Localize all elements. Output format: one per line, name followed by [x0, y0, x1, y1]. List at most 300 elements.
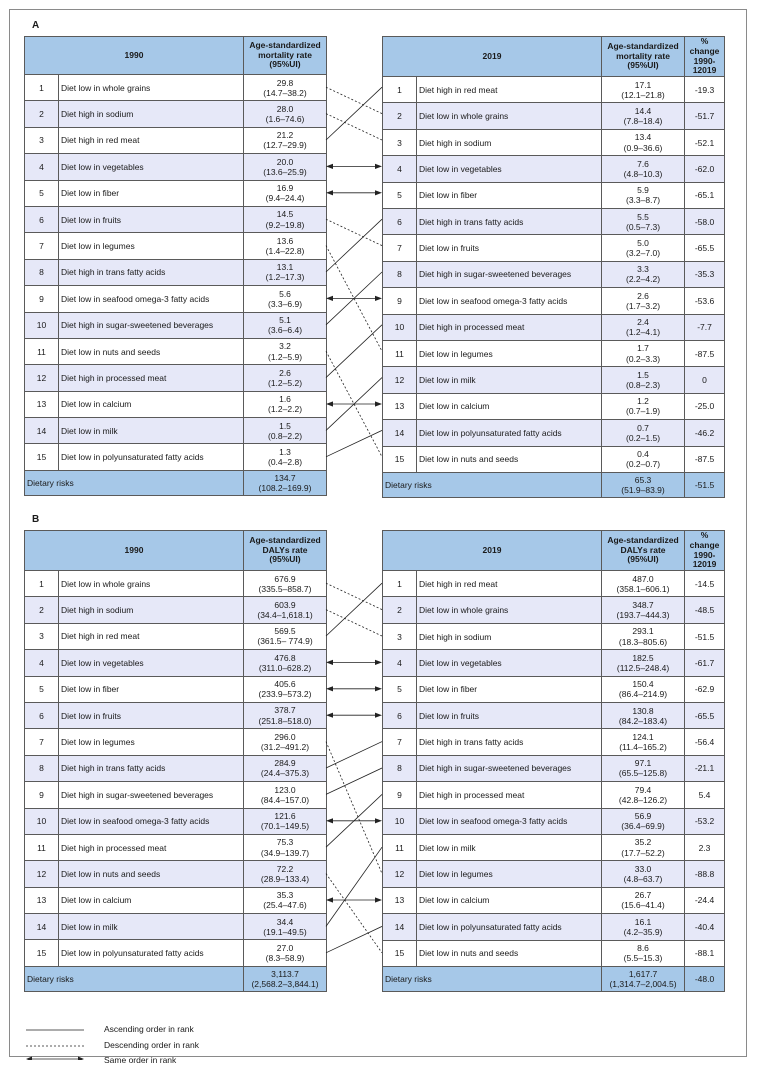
- rate-cell: [244, 391, 327, 417]
- table-row: [25, 623, 327, 649]
- rate-uncertainty-interval: (19.1–49.5): [263, 926, 307, 937]
- rate-uncertainty-interval: (1.2–2.2): [268, 404, 303, 415]
- risk-factor-cell: Diet high in red meat: [417, 77, 602, 103]
- rank-cell: 6: [25, 206, 59, 232]
- rate-value: 182.5: [632, 652, 654, 663]
- rank-cell: 12: [25, 861, 59, 887]
- rate-value: 1.5: [279, 420, 291, 431]
- rank-cell: 13: [25, 391, 59, 417]
- table-row: [25, 233, 327, 259]
- connector-arrowhead-right: [375, 686, 382, 691]
- rank-connector-lines: [326, 530, 382, 966]
- total-row: [25, 966, 327, 991]
- rate-uncertainty-interval: (1.2–5.2): [268, 377, 303, 388]
- connector-ascending-15-to-14: [326, 926, 382, 952]
- connector-arrowhead-left: [326, 818, 333, 823]
- table-row: [25, 571, 327, 597]
- table-row: [383, 235, 725, 261]
- rate-uncertainty-interval: (0.4–2.8): [268, 457, 303, 468]
- connector-ascending-15-to-14: [326, 430, 382, 456]
- rate-cell: [602, 129, 685, 155]
- risk-factor-cell: Diet low in legumes: [417, 340, 602, 366]
- table-row: [25, 154, 327, 180]
- risk-factor-cell: Diet low in nuts and seeds: [417, 446, 602, 472]
- connector-ascending-3-to-1: [326, 87, 382, 140]
- rank-cell: 15: [25, 444, 59, 470]
- rank-cell: 5: [25, 676, 59, 702]
- rate-value: 72.2: [276, 863, 294, 874]
- table-row: [25, 861, 327, 887]
- risk-factor-cell: Diet low in seafood omega-3 fatty acids: [417, 288, 602, 314]
- rank-cell: 7: [25, 233, 59, 259]
- rate-value: 296.0: [274, 731, 296, 742]
- rate-value: 1.2: [637, 396, 649, 407]
- percent-change-cell: 5.4: [685, 782, 725, 808]
- rate-uncertainty-interval: (1.2–5.9): [268, 351, 303, 362]
- table-row: [25, 365, 327, 391]
- rank-cell: 6: [383, 209, 417, 235]
- rank-cell: 9: [25, 782, 59, 808]
- ranking-table-right-0: [382, 36, 725, 498]
- rate-value: 13.1: [276, 262, 294, 273]
- ranking-table-left-1: [24, 530, 327, 992]
- rate-uncertainty-interval: (0.8–2.2): [268, 430, 303, 441]
- rate-value: 56.9: [634, 811, 652, 822]
- legend-label-descending: Descending order in rank: [104, 1040, 199, 1050]
- percent-change-cell: -87.5: [685, 340, 725, 366]
- rate-cell: [244, 623, 327, 649]
- rate-cell: [244, 206, 327, 232]
- rate-cell: [244, 702, 327, 728]
- connector-line: [326, 430, 382, 456]
- connector-line: [326, 325, 382, 378]
- percent-change-cell: -61.7: [685, 650, 725, 676]
- rate-value: 27.0: [276, 942, 294, 953]
- rate-uncertainty-interval: (4.8–63.7): [623, 874, 663, 885]
- rate-cell: [244, 597, 327, 623]
- rate-value: 5.9: [637, 185, 649, 196]
- rank-cell: 12: [383, 367, 417, 393]
- rate-value: 5.6: [279, 288, 291, 299]
- risk-factor-cell: Diet high in sodium: [417, 129, 602, 155]
- risk-factor-cell: Diet high in processed meat: [59, 365, 244, 391]
- percent-change-cell: -62.0: [685, 156, 725, 182]
- rate-value: 5.5: [637, 211, 649, 222]
- rate-uncertainty-interval: (0.5–7.3): [626, 221, 661, 232]
- percent-change-cell: -53.6: [685, 288, 725, 314]
- rate-value: 34.4: [276, 916, 294, 927]
- connector-arrowhead-left: [326, 686, 333, 691]
- rate-value: 14.4: [634, 105, 652, 116]
- rate-uncertainty-interval: (1.2–17.3): [265, 272, 305, 283]
- rate-value: 0.7: [637, 422, 649, 433]
- percent-change-cell: -24.4: [685, 887, 725, 913]
- total-rate-cell: [602, 472, 685, 497]
- total-rate-cell: [244, 966, 327, 991]
- rate-uncertainty-interval: (0.2–3.3): [626, 353, 661, 364]
- risk-factor-cell: Diet high in sugar-sweetened beverages: [417, 261, 602, 287]
- connector-line: [326, 768, 382, 794]
- rate-uncertainty-interval: (25.4–47.6): [263, 900, 307, 911]
- table-row: [25, 206, 327, 232]
- connector-arrowhead-right: [375, 660, 382, 665]
- rank-cell: 1: [383, 571, 417, 597]
- table-row: [383, 571, 725, 597]
- risk-factor-cell: Diet high in sodium: [59, 597, 244, 623]
- rate-value: 124.1: [632, 731, 654, 742]
- risk-factor-cell: Diet high in trans fatty acids: [417, 209, 602, 235]
- rank-cell: 4: [25, 650, 59, 676]
- connector-line: [326, 874, 382, 953]
- rate-value: 13.6: [276, 235, 294, 246]
- panel-label: A: [32, 20, 40, 31]
- rate-value: 150.4: [632, 679, 654, 690]
- rate-uncertainty-interval: (36.4–69.9): [621, 821, 665, 832]
- rate-uncertainty-interval: (233.9–573.2): [258, 689, 312, 700]
- rate-cell: [244, 101, 327, 127]
- rate-uncertainty-interval: (12.1–21.8): [621, 89, 665, 100]
- risk-factor-cell: Diet low in vegetables: [59, 154, 244, 180]
- rank-cell: 2: [25, 597, 59, 623]
- rate-cell: [602, 940, 685, 966]
- connector-arrowhead-left: [326, 190, 333, 195]
- rate-cell: [602, 314, 685, 340]
- rate-cell: [244, 940, 327, 966]
- rank-cell: 10: [383, 314, 417, 340]
- rate-uncertainty-interval: (3.3–8.7): [626, 195, 661, 206]
- rate-value: 13.4: [634, 132, 652, 143]
- rate-value: 8.6: [637, 943, 649, 954]
- rate-cell: [244, 154, 327, 180]
- table-row: [25, 312, 327, 338]
- rate-value: 569.5: [274, 626, 296, 637]
- total-rate-uncertainty-interval: (1,314.7–2,004.5): [609, 978, 677, 989]
- rate-cell: [602, 887, 685, 913]
- connector-ascending-8-to-7: [326, 742, 382, 768]
- rate-cell: [602, 914, 685, 940]
- rate-value: 476.8: [274, 652, 296, 663]
- rate-value: 33.0: [634, 863, 652, 874]
- rate-uncertainty-interval: (84.2–183.4): [618, 715, 668, 726]
- rate-value: 405.6: [274, 679, 296, 690]
- total-row: [383, 966, 725, 991]
- legend-line-samples: [24, 1026, 104, 1060]
- risk-factor-cell: Diet low in fiber: [417, 676, 602, 702]
- risk-factor-cell: Diet high in sugar-sweetened beverages: [417, 755, 602, 781]
- rate-uncertainty-interval: (42.8–126.2): [618, 794, 668, 805]
- table-header-row: [25, 37, 327, 75]
- connector-line: [326, 219, 382, 272]
- rank-cell: 4: [25, 154, 59, 180]
- table-row: [25, 127, 327, 153]
- rate-cell: [602, 676, 685, 702]
- rank-cell: 11: [383, 834, 417, 860]
- rate-value: 21.2: [276, 130, 294, 141]
- connector-line: [326, 87, 382, 113]
- percent-change-cell: -52.1: [685, 129, 725, 155]
- rate-uncertainty-interval: (18.3–805.6): [618, 636, 668, 647]
- rate-cell: [244, 887, 327, 913]
- connector-same-6-to-6: [326, 713, 382, 718]
- risk-factor-cell: Diet low in fruits: [417, 235, 602, 261]
- rate-value: 2.4: [637, 317, 649, 328]
- risk-factor-cell: Diet high in sugar-sweetened beverages: [59, 312, 244, 338]
- rate-uncertainty-interval: (358.1–606.1): [616, 583, 670, 594]
- rate-cell: [602, 367, 685, 393]
- rank-cell: 5: [383, 182, 417, 208]
- rate-cell: [244, 650, 327, 676]
- total-row: [25, 470, 327, 495]
- rate-value: 20.0: [276, 156, 294, 167]
- risk-factor-cell: Diet low in legumes: [59, 233, 244, 259]
- rank-cell: 2: [383, 597, 417, 623]
- risk-factor-cell: Diet low in fiber: [59, 676, 244, 702]
- rate-value: 1.3: [279, 446, 291, 457]
- rank-cell: 4: [383, 156, 417, 182]
- risk-factor-cell: Diet low in calcium: [59, 391, 244, 417]
- rank-cell: 11: [25, 834, 59, 860]
- rate-cell: [244, 75, 327, 101]
- metric-header: Age-standardized mortality rate (95%UI): [602, 37, 685, 77]
- table-row: [25, 914, 327, 940]
- rate-uncertainty-interval: (31.2–491.2): [260, 742, 310, 753]
- percent-change-cell: 2.3: [685, 834, 725, 860]
- table-row: [383, 676, 725, 702]
- connector-arrowhead-right: [375, 296, 382, 301]
- rate-uncertainty-interval: (112.5–248.4): [616, 662, 670, 673]
- rank-cell: 8: [383, 755, 417, 781]
- rate-uncertainty-interval: (3.6–6.4): [268, 325, 303, 336]
- connector-arrowhead-left: [326, 660, 333, 665]
- risk-factor-cell: Diet low in fiber: [59, 180, 244, 206]
- risk-factor-cell: Diet low in fruits: [59, 702, 244, 728]
- total-rate-value: 134.7: [274, 472, 296, 483]
- rank-cell: 13: [25, 887, 59, 913]
- table-row: [25, 782, 327, 808]
- ranking-table-left-0: [24, 36, 327, 496]
- connector-line: [326, 847, 382, 926]
- rate-uncertainty-interval: (5.5–15.3): [623, 953, 663, 964]
- table-row: [383, 914, 725, 940]
- rate-value: 75.3: [276, 837, 294, 848]
- rate-value: 28.0: [276, 103, 294, 114]
- connector-line: [326, 583, 382, 609]
- percent-change-cell: -58.0: [685, 209, 725, 235]
- connector-descending-1-to-2: [326, 583, 382, 609]
- rate-value: 3.3: [637, 264, 649, 275]
- table-row: [383, 420, 725, 446]
- rate-uncertainty-interval: (4.2–35.9): [623, 926, 663, 937]
- rank-cell: 4: [383, 650, 417, 676]
- rank-cell: 1: [25, 571, 59, 597]
- table-row: [383, 597, 725, 623]
- rate-uncertainty-interval: (0.9–36.6): [623, 142, 663, 153]
- percent-change-cell: -65.5: [685, 235, 725, 261]
- connector-line: [326, 926, 382, 952]
- rate-value: 2.6: [637, 290, 649, 301]
- rank-cell: 10: [383, 808, 417, 834]
- rate-uncertainty-interval: (0.7–1.9): [626, 406, 661, 417]
- rank-cell: 6: [25, 702, 59, 728]
- rate-cell: [244, 180, 327, 206]
- table-row: [25, 940, 327, 966]
- risk-factor-cell: Diet low in vegetables: [417, 156, 602, 182]
- rate-cell: [602, 808, 685, 834]
- rate-uncertainty-interval: (86.4–214.9): [618, 689, 668, 700]
- percent-change-cell: -65.1: [685, 182, 725, 208]
- table-row: [25, 418, 327, 444]
- table-row: [25, 75, 327, 101]
- rate-uncertainty-interval: (3.3–6.9): [268, 298, 303, 309]
- rank-cell: 10: [25, 312, 59, 338]
- rate-cell: [602, 571, 685, 597]
- ranking-table-right-1: [382, 530, 725, 992]
- rate-cell: [244, 286, 327, 312]
- total-label: Dietary risks: [383, 966, 602, 991]
- risk-factor-cell: Diet high in processed meat: [59, 834, 244, 860]
- rate-uncertainty-interval: (1.4–22.8): [265, 246, 305, 257]
- rate-value: 26.7: [634, 890, 652, 901]
- rank-cell: 15: [383, 940, 417, 966]
- risk-factor-cell: Diet low in milk: [59, 418, 244, 444]
- rate-cell: [602, 782, 685, 808]
- table-row: [383, 755, 725, 781]
- risk-factor-cell: Diet low in seafood omega-3 fatty acids: [59, 808, 244, 834]
- table-row: [383, 103, 725, 129]
- rank-cell: 13: [383, 887, 417, 913]
- total-rate-uncertainty-interval: (2,568.2–3,844.1): [251, 978, 319, 989]
- rate-uncertainty-interval: (34.9–139.7): [260, 847, 310, 858]
- connector-line: [326, 610, 382, 636]
- rate-value: 378.7: [274, 705, 296, 716]
- connector-arrowhead-left: [326, 713, 333, 718]
- year-header: 2019: [383, 37, 602, 77]
- table-row: [383, 782, 725, 808]
- connector-descending-6-to-7: [326, 219, 382, 245]
- rate-cell: [244, 127, 327, 153]
- percent-change-cell: -51.7: [685, 103, 725, 129]
- risk-factor-cell: Diet low in polyunsaturated fatty acids: [417, 420, 602, 446]
- table-row: [25, 101, 327, 127]
- risk-factor-cell: Diet low in nuts and seeds: [59, 338, 244, 364]
- table-row: [25, 391, 327, 417]
- rate-uncertainty-interval: (7.8–18.4): [623, 116, 663, 127]
- table-row: [25, 676, 327, 702]
- rate-value: 35.2: [634, 837, 652, 848]
- rate-uncertainty-interval: (34.4–1,618.1): [257, 610, 313, 621]
- legend-arrowhead-left: [26, 1057, 32, 1061]
- connector-same-4-to-4: [326, 660, 382, 665]
- rate-cell: [244, 233, 327, 259]
- legend-label-same: Same order in rank: [104, 1055, 177, 1065]
- percent-change-cell: -40.4: [685, 914, 725, 940]
- rank-cell: 3: [25, 623, 59, 649]
- risk-factor-cell: Diet low in calcium: [417, 887, 602, 913]
- risk-factor-cell: Diet low in vegetables: [417, 650, 602, 676]
- rate-uncertainty-interval: (0.8–2.3): [626, 380, 661, 391]
- risk-factor-cell: Diet low in polyunsaturated fatty acids: [59, 940, 244, 966]
- risk-factor-cell: Diet low in fruits: [59, 206, 244, 232]
- connector-same-13-to-13: [326, 897, 382, 902]
- rank-cell: 3: [383, 623, 417, 649]
- panel-label: B: [32, 514, 40, 525]
- rate-value: 29.8: [276, 77, 294, 88]
- rate-cell: [244, 861, 327, 887]
- rank-cell: 14: [383, 914, 417, 940]
- legend-label-ascending: Ascending order in rank: [104, 1024, 194, 1034]
- connector-descending-2-to-3: [326, 114, 382, 140]
- total-percent-change: -48.0: [685, 966, 725, 991]
- risk-factor-cell: Diet low in whole grains: [417, 103, 602, 129]
- rank-cell: 3: [383, 129, 417, 155]
- rate-value: 17.1: [634, 79, 652, 90]
- change-header: % change 1990-12019: [685, 37, 725, 77]
- risk-factor-cell: Diet low in vegetables: [59, 650, 244, 676]
- rate-cell: [244, 808, 327, 834]
- rate-cell: [602, 288, 685, 314]
- rate-value: 97.1: [634, 758, 652, 769]
- rate-value: 676.9: [274, 573, 296, 584]
- rate-cell: [244, 338, 327, 364]
- percent-change-cell: -25.0: [685, 393, 725, 419]
- total-rate-uncertainty-interval: (108.2–169.9): [258, 482, 312, 493]
- risk-factor-cell: Diet high in trans fatty acids: [59, 259, 244, 285]
- table-row: [383, 729, 725, 755]
- year-header: 2019: [383, 531, 602, 571]
- rate-cell: [244, 365, 327, 391]
- rate-cell: [244, 834, 327, 860]
- connector-arrowhead-right: [375, 164, 382, 169]
- risk-factor-cell: Diet low in nuts and seeds: [417, 940, 602, 966]
- year-header: 1990: [25, 37, 244, 75]
- connector-line: [326, 87, 382, 140]
- rank-cell: 15: [383, 446, 417, 472]
- risk-factor-cell: Diet low in milk: [417, 367, 602, 393]
- rate-uncertainty-interval: (11.4–165.2): [619, 742, 667, 753]
- rate-value: 121.6: [274, 811, 296, 822]
- rate-cell: [602, 703, 685, 729]
- rank-cell: 1: [383, 77, 417, 103]
- connector-descending-7-to-12: [326, 742, 382, 874]
- rate-value: 5.1: [279, 315, 291, 326]
- rate-value: 7.6: [637, 158, 649, 169]
- total-label: Dietary risks: [25, 966, 244, 991]
- rate-cell: [602, 729, 685, 755]
- rate-value: 5.0: [637, 237, 649, 248]
- rate-uncertainty-interval: (361.5– 774.9): [257, 636, 313, 647]
- table-row: [25, 286, 327, 312]
- rate-cell: [602, 77, 685, 103]
- rate-uncertainty-interval: (1.2–4.1): [626, 327, 661, 338]
- rate-cell: [244, 729, 327, 755]
- rate-value: 603.9: [274, 599, 296, 610]
- rank-cell: 11: [25, 338, 59, 364]
- connector-line: [326, 583, 382, 636]
- rate-cell: [602, 209, 685, 235]
- rank-cell: 6: [383, 703, 417, 729]
- percent-change-cell: -88.8: [685, 861, 725, 887]
- rate-uncertainty-interval: (335.5–858.7): [258, 583, 312, 594]
- connector-line: [326, 742, 382, 874]
- connector-arrowhead-left: [326, 296, 333, 301]
- risk-factor-cell: Diet low in whole grains: [59, 571, 244, 597]
- rank-connector-lines: [326, 36, 382, 470]
- rank-cell: 12: [383, 861, 417, 887]
- rate-cell: [244, 755, 327, 781]
- risk-factor-cell: Diet low in milk: [59, 914, 244, 940]
- table-row: [383, 940, 725, 966]
- risk-factor-cell: Diet high in trans fatty acids: [417, 729, 602, 755]
